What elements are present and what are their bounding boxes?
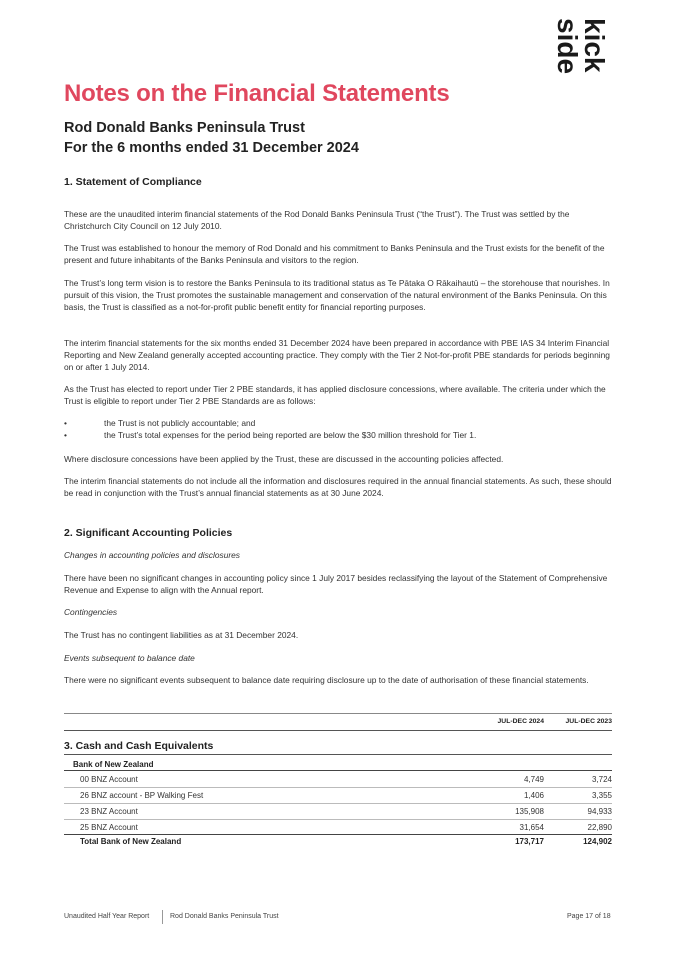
value-2023: 3,355 <box>591 791 612 800</box>
bullet-text: the Trust’s total expenses for the period being reported are below the $30 million threshold for Tier 1. <box>104 430 477 440</box>
value-2023: 22,890 <box>587 823 612 832</box>
paragraph: The interim financial statements do not include all the information and disclosures required in the annual financial statements. As such, these should be read in conjunction with the Trust’s annual financial statements as at 30 June 2024. <box>64 476 612 498</box>
value-2024: 135,908 <box>515 807 544 816</box>
period-title: For the 6 months ended 31 December 2024 <box>64 140 359 156</box>
paragraph: The Trust was established to honour the memory of Rod Donald and his commitment to Banks Peninsula and the Trust exists for the benefit of the present and future inhabitants of the Banks Peninsula and visitors to the region. <box>64 243 605 265</box>
section-heading-compliance: 1. Statement of Compliance <box>64 176 202 188</box>
value-2024: 31,654 <box>519 823 544 832</box>
row-label: 26 BNZ account - BP Walking Fest <box>80 791 204 800</box>
paragraph: These are the unaudited interim financial statements of the Rod Donald Banks Peninsula Trust (“the Trust”). The Trust was settled by the Christchurch City Council on 12 July 2010. <box>64 209 570 231</box>
group-label: Bank of New Zealand <box>73 760 154 769</box>
bullet-marker: • <box>64 418 67 428</box>
value-2024: 4,749 <box>523 775 544 784</box>
total-label: Total Bank of New Zealand <box>80 837 182 846</box>
paragraph: The Trust has no contingent liabilities as at 31 December 2024. <box>64 630 299 640</box>
subheading: Contingencies <box>64 607 118 617</box>
value-2024: 1,406 <box>523 791 544 800</box>
paragraph: As the Trust has elected to report under Tier 2 PBE standards, it has applied disclosure concessions, where available. The criteria under which the Trust is eligible to report under Tier 2 PBE Standards are as follows: <box>64 384 606 406</box>
trust-name: Rod Donald Banks Peninsula Trust <box>64 120 305 136</box>
subheading: Events subsequent to balance date <box>64 653 195 663</box>
column-header: JUL-DEC 2023 <box>565 718 612 725</box>
section-heading-cash: 3. Cash and Cash Equivalents <box>64 740 214 752</box>
paragraph: There were no significant events subsequent to balance date requiring disclosure up to the date of authorisation of these financial statements. <box>64 675 589 685</box>
row-label: 25 BNZ Account <box>80 823 138 832</box>
paragraph: The Trust’s long term vision is to restore the Banks Peninsula to its traditional status as Te Pātaka O Rākaihautū – the storehouse that nourishes. In pursuit of this vision, the Trust promotes the sustainable management and conservation of the natural environment of the Banks Peninsula. On this basis, the Trust is classified as a not-for-profit public benefit entity for financial reporting purposes. <box>64 278 610 312</box>
subheading: Changes in accounting policies and disclosures <box>64 550 240 560</box>
kickside-logo <box>552 14 614 82</box>
paragraph: The interim financial statements for the six months ended 31 December 2024 have been prepared in accordance with PBE IAS 34 Interim Financial Reporting and New Zealand generally accepted accounting practice. They comply with the Tier 2 Not-for-profit PBE standards for periods beginning on or after 1 July 2014. <box>64 338 610 372</box>
footer-trust-name: Rod Donald Banks Peninsula Trust <box>170 913 279 920</box>
section-heading-policies: 2. Significant Accounting Policies <box>64 527 233 539</box>
bullet-text: the Trust is not publicly accountable; and <box>104 418 256 428</box>
value-2023: 94,933 <box>587 807 612 816</box>
total-2023: 124,902 <box>583 837 612 846</box>
row-label: 00 BNZ Account <box>80 775 138 784</box>
total-2024: 173,717 <box>515 837 544 846</box>
footer-report-name: Unaudited Half Year Report <box>64 913 150 920</box>
paragraph: Where disclosure concessions have been applied by the Trust, these are discussed in the accounting policies affected. <box>64 454 504 464</box>
logo-text: kick <box>579 18 610 73</box>
page-title: Notes on the Financial Statements <box>64 80 450 107</box>
svg-text:side: side <box>552 18 583 75</box>
column-header: JUL-DEC 2024 <box>497 718 544 725</box>
value-2023: 3,724 <box>591 775 612 784</box>
paragraph: There have been no significant changes in accounting policy since 1 July 2017 besides reclassifying the layout of the Statement of Comprehensive Revenue and Expense to align with the Annual report. <box>64 573 608 595</box>
footer-divider <box>162 910 163 924</box>
bullet-marker: • <box>64 430 67 440</box>
page-number: Page 17 of 18 <box>567 913 611 920</box>
row-label: 23 BNZ Account <box>80 807 138 816</box>
